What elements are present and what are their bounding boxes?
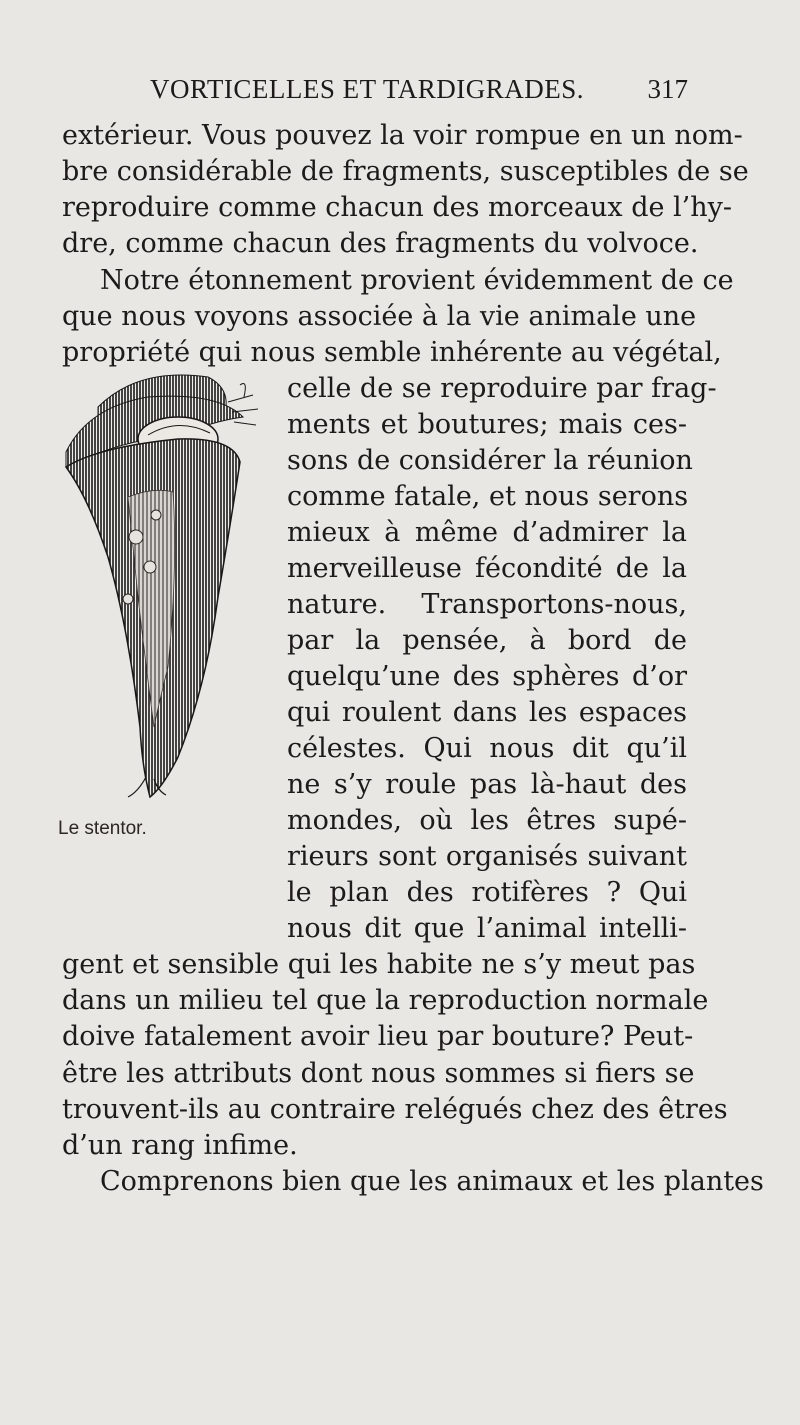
stentor-engraving-icon xyxy=(58,367,268,799)
text-line: comme fatale, et nous serons xyxy=(287,481,689,512)
text-line: qui roulent dans les espaces xyxy=(287,697,687,728)
text-line: reproduire comme chacun des morceaux de l’hy- xyxy=(62,192,733,223)
text-line: mondes, où les êtres supé- xyxy=(287,805,687,836)
text-line: être les attributs dont nous sommes si fiers se xyxy=(62,1058,695,1089)
figure-caption: Le stentor. xyxy=(58,818,147,839)
text-line: ne s’y roule pas là-haut des xyxy=(287,769,687,800)
text-line: que nous voyons associée à la vie animale une xyxy=(62,301,697,332)
text-line: propriété qui nous semble inhérente au végétal, xyxy=(62,337,722,368)
text-line: Notre étonnement provient évidemment de ce xyxy=(100,265,734,296)
text-line: bre considérable de fragments, susceptibles de se xyxy=(62,156,749,187)
text-line: Comprenons bien que les animaux et les plantes xyxy=(100,1166,764,1197)
text-line: mieux à même d’admirer la xyxy=(287,517,687,548)
text-line: trouvent-ils au contraire relégués chez des êtres xyxy=(62,1094,728,1125)
text-line: gent et sensible qui les habite ne s’y meut pas xyxy=(62,949,696,980)
text-line: ments et boutures; mais ces- xyxy=(287,409,687,440)
page-number: 317 xyxy=(647,74,688,104)
text-line: extérieur. Vous pouvez la voir rompue en un nom- xyxy=(62,120,743,151)
text-line: merveilleuse fécondité de la xyxy=(287,553,687,584)
text-line: nous dit que l’animal intelli- xyxy=(287,913,687,944)
text-line: rieurs sont organisés suivant xyxy=(287,841,687,872)
text-line: d’un rang infime. xyxy=(62,1130,298,1161)
text-line: nature. Transportons-nous, xyxy=(287,589,687,620)
text-line: dans un milieu tel que la reproduction normale xyxy=(62,985,709,1016)
running-title: VORTICELLES ET TARDIGRADES. xyxy=(150,74,584,104)
text-line: celle de se reproduire par frag- xyxy=(287,373,717,404)
text-line: doive fatalement avoir lieu par bouture? Peut- xyxy=(62,1021,694,1052)
running-header xyxy=(0,74,800,110)
text-line: célestes. Qui nous dit qu’il xyxy=(287,733,687,764)
text-line: le plan des rotifères ? Qui xyxy=(287,877,687,908)
stentor-figure xyxy=(58,367,268,799)
text-line: dre, comme chacun des fragments du volvoce. xyxy=(62,228,699,259)
text-line: par la pensée, à bord de xyxy=(287,625,687,656)
text-line: quelqu’une des sphères d’or xyxy=(287,661,687,692)
text-line: sons de considérer la réunion xyxy=(287,445,693,476)
